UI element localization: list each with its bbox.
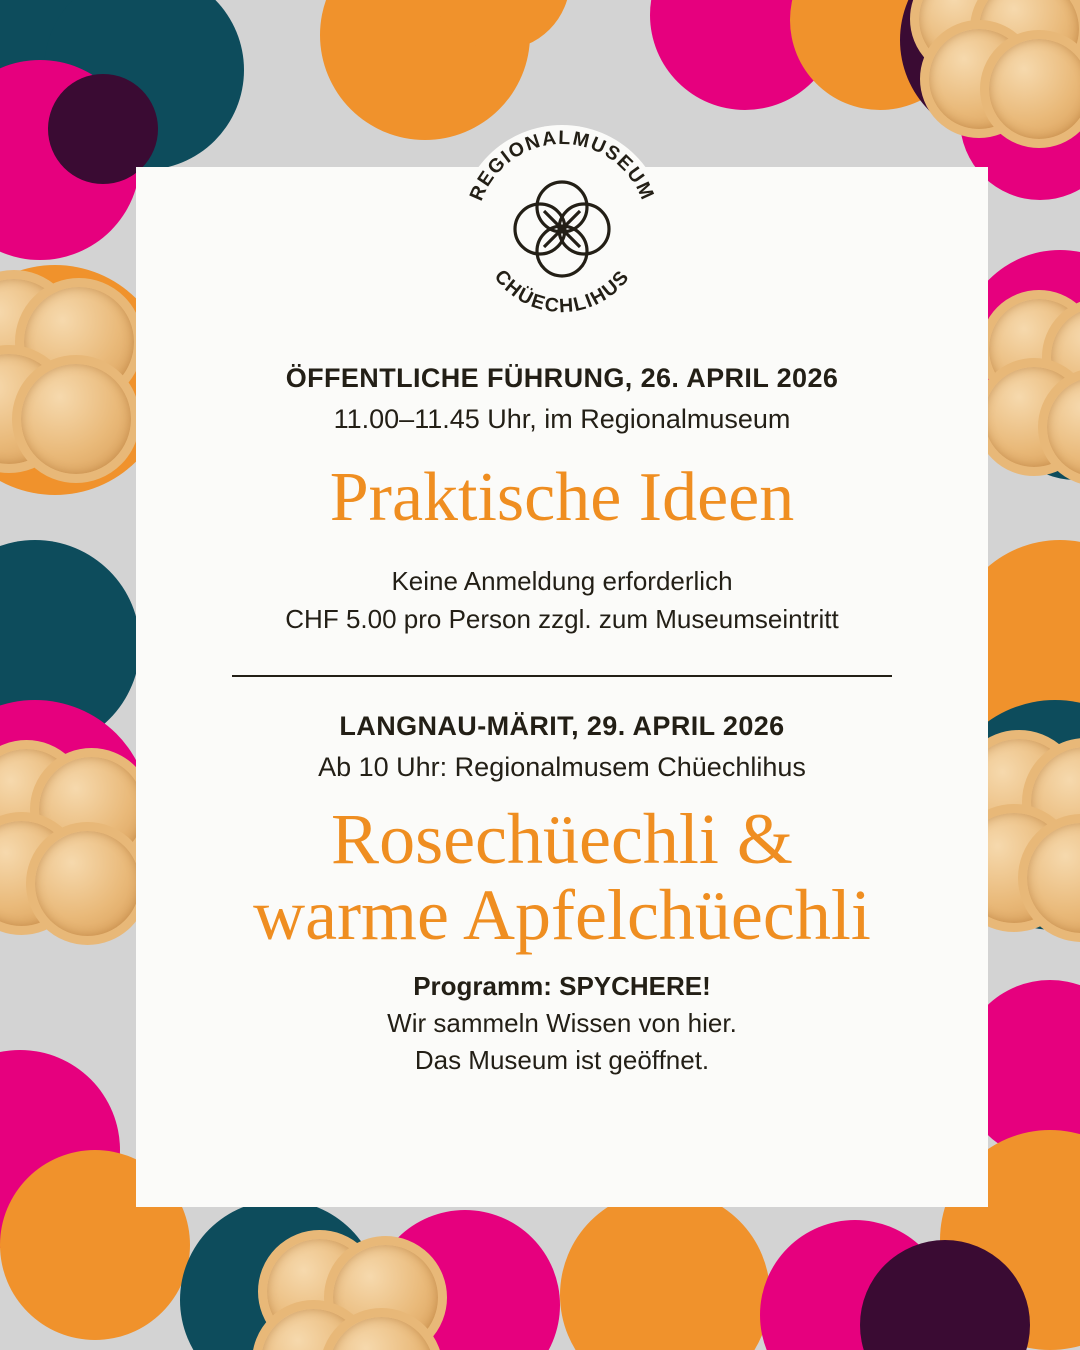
program-line-1: Wir sammeln Wissen von hier. (387, 1008, 737, 1039)
four-lobe-rosette-logo-icon (452, 119, 672, 339)
event1-headline: Praktische Ideen (329, 459, 795, 536)
museum-logo (452, 119, 672, 339)
program-title: Programm: SPYCHERE! (413, 971, 711, 1002)
pastry-decoration (980, 290, 1080, 480)
event2-kicker: LANGNAU-MÄRIT, 29. APRIL 2026 (339, 710, 785, 741)
event1-subline: 11.00–11.45 Uhr, im Regionalmuseum (333, 404, 791, 434)
svg-text:REGIONALMUSEUM: REGIONALMUSEUM (465, 126, 659, 205)
poster-card (136, 126, 988, 1207)
event2-headline-line1: Rosechüechli & (331, 798, 793, 879)
event2-subline: Ab 10 Uhr: Regionalmusem Chüechlihus (318, 751, 806, 782)
event2-headline-line2: warme Apfelchüechli (253, 874, 871, 955)
section-divider (232, 675, 892, 677)
event1-kicker: ÖFFENTLICHE FÜHRUNG, 26. APRIL 2026 (285, 363, 839, 393)
program-line-2: Das Museum ist geöffnet. (414, 1045, 710, 1076)
pastry-decoration (900, 0, 1080, 150)
poster-content (136, 363, 988, 1082)
svg-text:CHÜECHLIHUS: CHÜECHLIHUS (489, 265, 635, 318)
event2-headline (136, 798, 988, 955)
event-block-fuehrung (136, 363, 988, 639)
event-block-maerit (136, 711, 988, 1077)
decor-dot (560, 1190, 770, 1350)
event1-note-line2: CHF 5.00 pro Person zzgl. zum Museumseintritt (285, 603, 839, 634)
event1-note-line1: Keine Anmeldung erforderlich (391, 566, 733, 597)
